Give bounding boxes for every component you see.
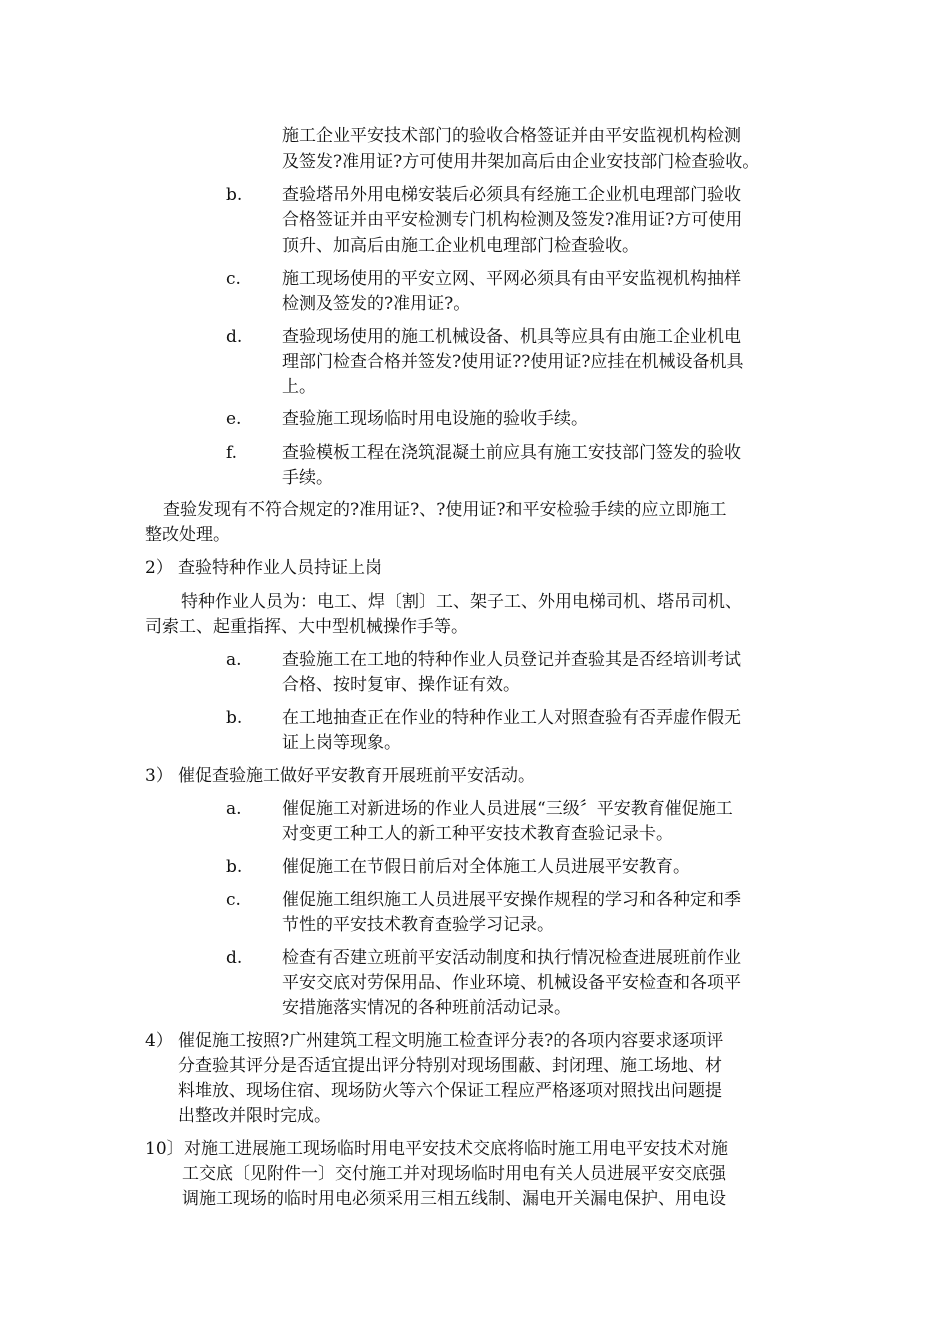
text-line: 工交底〔见附件一〕交付施工并对现场临时用电有关人员进展平安交底强 bbox=[182, 1164, 726, 1184]
text-line: 查验施工在工地的特种作业人员登记并查验其是否经培训考试 bbox=[282, 650, 741, 670]
list-label: e. bbox=[226, 409, 242, 429]
list-label: c. bbox=[226, 890, 241, 910]
text-line: 催促施工在节假日前后对全体施工人员进展平安教育。 bbox=[282, 857, 690, 877]
text-line: 查验发现有不符合规定的?准用证?、?使用证?和平安检验手续的应立即施工 bbox=[163, 500, 727, 520]
text-line: 调施工现场的临时用电必须采用三相五线制、漏电开关漏电保护、用电设 bbox=[182, 1189, 726, 1209]
list-label: a. bbox=[226, 650, 242, 670]
text-line: 安措施落实情况的各种班前活动记录。 bbox=[282, 998, 571, 1018]
text-line: 查验塔吊外用电梯安装后必须具有经施工企业机电理部门验收 bbox=[282, 185, 741, 205]
list-label: b. bbox=[226, 857, 243, 877]
text-line: 检查有否建立班前平安活动制度和执行情况检查进展班前作业 bbox=[282, 948, 741, 968]
text-line: 施工企业平安技术部门的验收合格签证并由平安监视机构检测 bbox=[282, 126, 741, 146]
text-line: 顶升、加高后由施工企业机电理部门检查验收。 bbox=[282, 236, 639, 256]
list-label: c. bbox=[226, 269, 241, 289]
text-line: 整改处理。 bbox=[145, 525, 230, 545]
list-label: d. bbox=[226, 948, 243, 968]
text-line: 证上岗等现象。 bbox=[282, 733, 401, 753]
text-line: 催促施工对新进场的作业人员进展“三级〞平安教育催促施工 bbox=[282, 799, 733, 819]
text-line: 及签发?准用证?方可使用井架加高后由企业安技部门检查验收。 bbox=[282, 152, 760, 172]
list-label: b. bbox=[226, 708, 243, 728]
text-line: 平安交底对劳保用品、作业环境、机械设备平安检查和各项平 bbox=[282, 973, 741, 993]
text-line: 合格签证并由平安检测专门机构检测及签发?准用证?方可使用 bbox=[282, 210, 743, 230]
text-line: 查验施工现场临时用电设施的验收手续。 bbox=[282, 409, 588, 429]
text-line: 催促施工组织施工人员进展平安操作规程的学习和各种定和季 bbox=[282, 890, 741, 910]
list-label: 4） bbox=[145, 1031, 173, 1051]
text-line: 对变更工种工人的新工种平安技术教育查验记录卡。 bbox=[282, 824, 673, 844]
text-line: 查验特种作业人员持证上岗 bbox=[178, 558, 382, 578]
list-label: 10〕 bbox=[145, 1139, 184, 1159]
text-line: 司索工、起重指挥、大中型机械操作手等。 bbox=[145, 617, 468, 637]
text-line: 对施工进展施工现场临时用电平安技术交底将临时施工用电平安技术对施 bbox=[184, 1139, 728, 1159]
list-label: a. bbox=[226, 799, 242, 819]
text-line: 合格、按时复审、操作证有效。 bbox=[282, 675, 520, 695]
text-line: 分查验其评分是否适宜提出评分特别对现场围蔽、封闭理、施工场地、材 bbox=[178, 1056, 722, 1076]
text-line: 催促施工按照?广州建筑工程文明施工检查评分表?的各项内容要求逐项评 bbox=[178, 1031, 724, 1051]
text-line: 理部门检查合格并签发?使用证??使用证?应挂在机械设备机具 bbox=[282, 352, 744, 372]
text-line: 查验模板工程在浇筑混凝土前应具有施工安技部门签发的验收 bbox=[282, 443, 741, 463]
text-line: 节性的平安技术教育查验学习记录。 bbox=[282, 915, 554, 935]
text-line: 特种作业人员为：电工、焊〔割〕工、架子工、外用电梯司机、塔吊司机、 bbox=[181, 592, 742, 612]
text-line: 查验现场使用的施工机械设备、机具等应具有由施工企业机电 bbox=[282, 327, 741, 347]
list-label: 3） bbox=[145, 766, 173, 786]
text-line: 施工现场使用的平安立网、平网必须具有由平安监视机构抽样 bbox=[282, 269, 741, 289]
text-line: 催促查验施工做好平安教育开展班前平安活动。 bbox=[178, 766, 535, 786]
list-label: b. bbox=[226, 185, 243, 205]
text-line: 出整改并限时完成。 bbox=[178, 1106, 331, 1126]
text-line: 料堆放、现场住宿、现场防火等六个保证工程应严格逐项对照找出问题提 bbox=[178, 1081, 722, 1101]
list-label: 2） bbox=[145, 558, 173, 578]
text-line: 上。 bbox=[282, 377, 316, 397]
list-label: f. bbox=[226, 443, 238, 463]
text-line: 手续。 bbox=[282, 468, 333, 488]
text-line: 检测及签发的?准用证?。 bbox=[282, 294, 471, 314]
text-line: 在工地抽查正在作业的特种作业工人对照查验有否弄虚作假无 bbox=[282, 708, 741, 728]
list-label: d. bbox=[226, 327, 243, 347]
